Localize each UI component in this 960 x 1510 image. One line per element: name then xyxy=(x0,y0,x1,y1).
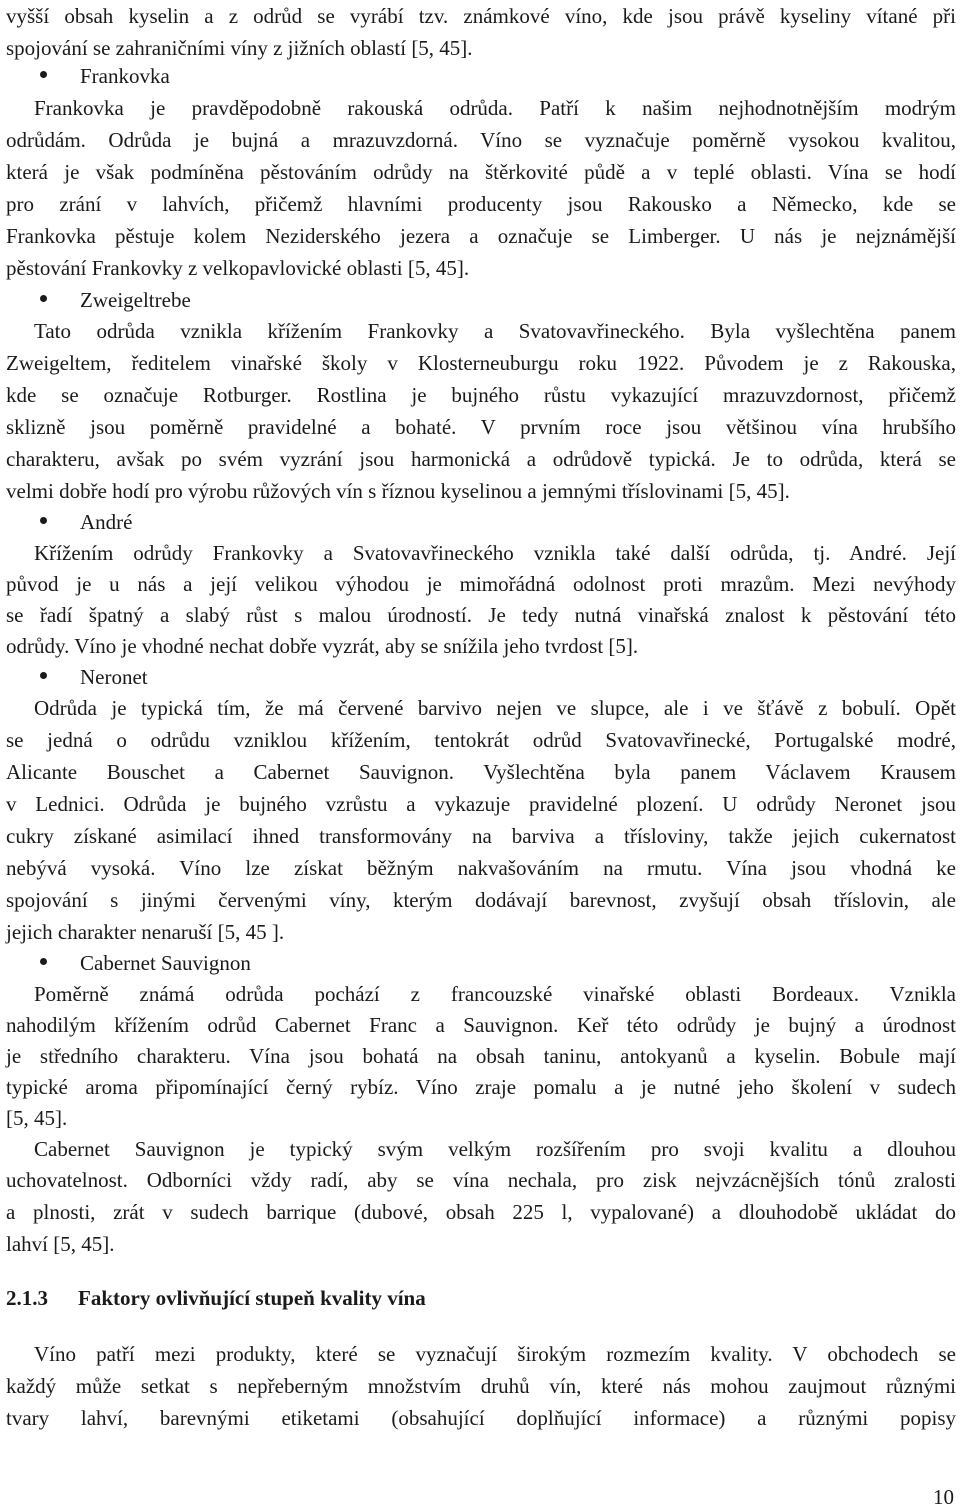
text-line: jejich charakter nenaruší [5, 45 ]. xyxy=(6,920,285,944)
text-line: odrůdám. Odrůda je bujná a mrazuvzdorná. Víno se vyznačuje poměrně vysokou kvalitou, xyxy=(6,128,956,152)
text-line: nebývá vysoká. Víno lze získat běžným nakvašováním na rmutu. Vína jsou vhodná ke xyxy=(6,856,956,880)
bullet-icon xyxy=(40,295,47,302)
text-line: Frankovka pěstuje kolem Neziderského jezera a označuje se Limberger. U nás je nejznámější xyxy=(6,224,956,248)
text-line: se řadí špatný a slabý růst s malou úrodností. Je tedy nutná vinařská znalost k pěstování této xyxy=(6,603,956,627)
text-line: Zweigeltem, ředitelem vinařské školy v Klosterneuburgu roku 1922. Původem je z Rakouska, xyxy=(6,351,956,375)
text-line: v Lednici. Odrůda je bujného vzrůstu a vykazuje pravidelné plození. U odrůdy Neronet jsou xyxy=(6,792,956,816)
text-line: Frankovka je pravděpodobně rakouská odrůda. Patří k našim nejhodnotnějším modrým xyxy=(34,96,956,120)
text-line: cukry získané asimilací ihned transformovány na barviva a třísloviny, takže jejich cukernatost xyxy=(6,824,956,848)
bullet-icon xyxy=(40,958,47,965)
text-line: spojování s jinými červenými víny, kterým dodávají barevnost, zvyšují obsah tříslovin, ale xyxy=(6,888,956,912)
variety-title: André xyxy=(80,510,133,534)
variety-title: Cabernet Sauvignon xyxy=(80,951,251,975)
text-line: pro zrání v lahvích, přičemž hlavními producenty jsou Rakousko a Německo, kde se xyxy=(6,192,956,216)
bullet-icon xyxy=(40,517,47,524)
variety-title: Zweigeltrebe xyxy=(80,288,191,312)
section-number: 2.1.3 xyxy=(6,1286,48,1310)
section-title: Faktory ovlivňující stupeň kvality vína xyxy=(78,1286,426,1310)
text-line: lahví [5, 45]. xyxy=(6,1232,115,1256)
text-line: kde se označuje Rotburger. Rostlina je bujného růstu vykazující mrazuvzdornost, přičemž xyxy=(6,383,956,407)
page-number: 10 xyxy=(933,1485,954,1509)
variety-title: Frankovka xyxy=(80,64,170,88)
section-heading xyxy=(6,1282,426,1314)
text-line: a plnosti, zrát v sudech barrique (dubové, obsah 225 l, vypalované) a dlouhodobě ukládat do xyxy=(6,1200,956,1224)
text-line: charakteru, avšak po svém vyzrání jsou harmonická a odrůdově typická. Je to odrůda, která se xyxy=(6,447,956,471)
text-line: tvary lahví, barevnými etiketami (obsahující doplňující informace) a různými popisy xyxy=(6,1406,956,1430)
variety-title: Neronet xyxy=(80,665,148,689)
text-line: pěstování Frankovky z velkopavlovické oblasti [5, 45]. xyxy=(6,256,470,280)
text-line: která je však podmíněna pěstováním odrůdy na štěrkovité půdě a v teplé oblasti. Vína se hodí xyxy=(6,160,956,184)
text-line: Poměrně známá odrůda pochází z francouzské vinařské oblasti Bordeaux. Vznikla xyxy=(34,982,956,1006)
bullet-icon xyxy=(40,672,47,679)
text-line: vyšší obsah kyselin a z odrůd se vyrábí tzv. známkové víno, kde jsou právě kyseliny vítané při xyxy=(6,4,956,28)
text-line: spojování se zahraničními víny z jižních oblastí [5, 45]. xyxy=(6,36,473,60)
text-line: každý může setkat s nepřeberným množstvím druhů vín, které nás mohou zaujmout různými xyxy=(6,1374,956,1398)
text-line: Víno patří mezi produkty, které se vyznačují širokým rozmezím kvality. V obchodech se xyxy=(34,1342,956,1366)
text-line: je středního charakteru. Vína jsou bohatá na obsah taninu, antokyanů a kyselin. Bobule mají xyxy=(6,1044,956,1068)
bullet-icon xyxy=(40,71,47,78)
text-line: Alicante Bouschet a Cabernet Sauvignon. Vyšlechtěna byla panem Václavem Krausem xyxy=(6,760,956,784)
text-line: uchovatelnost. Odborníci vždy radí, aby se vína nechala, pro zisk nejvzácnějších tónů zralosti xyxy=(6,1168,956,1192)
text-line: nahodilým křížením odrůd Cabernet Franc a Sauvignon. Keř této odrůdy je bujný a úrodnost xyxy=(6,1013,956,1037)
text-line: původ je u nás a její velikou výhodou je mimořádná odolnost proti mrazům. Mezi nevýhody xyxy=(6,572,956,596)
text-line: Odrůda je typická tím, že má červené barvivo nejen ve slupce, ale i ve šťávě z bobulí. Opět xyxy=(34,696,956,720)
text-line: Tato odrůda vznikla křížením Frankovky a Svatovavřineckého. Byla vyšlechtěna panem xyxy=(34,319,956,343)
text-line: [5, 45]. xyxy=(6,1106,68,1130)
text-line: odrůdy. Víno je vhodné nechat dobře vyzrát, aby se snížila jeho tvrdost [5]. xyxy=(6,634,639,658)
text-line: typické aroma připomínající černý rybíz. Víno zraje pomalu a je nutné jeho školení v sudech xyxy=(6,1075,956,1099)
text-line: Cabernet Sauvignon je typický svým velkým rozšířením pro svoji kvalitu a dlouhou xyxy=(34,1137,956,1161)
text-line: Křížením odrůdy Frankovky a Svatovavřineckého vznikla také další odrůda, tj. André. Její xyxy=(34,541,956,565)
text-line: velmi dobře hodí pro výrobu růžových vín s říznou kyselinou a jemnými tříslovinami [5, 45]. xyxy=(6,479,790,503)
text-line: sklizně jsou poměrně pravidelné a bohaté. V prvním roce jsou většinou vína hrubšího xyxy=(6,415,956,439)
text-line: se jedná o odrůdu vzniklou křížením, tentokrát odrůd Svatovavřinecké, Portugalské modré, xyxy=(6,728,956,752)
